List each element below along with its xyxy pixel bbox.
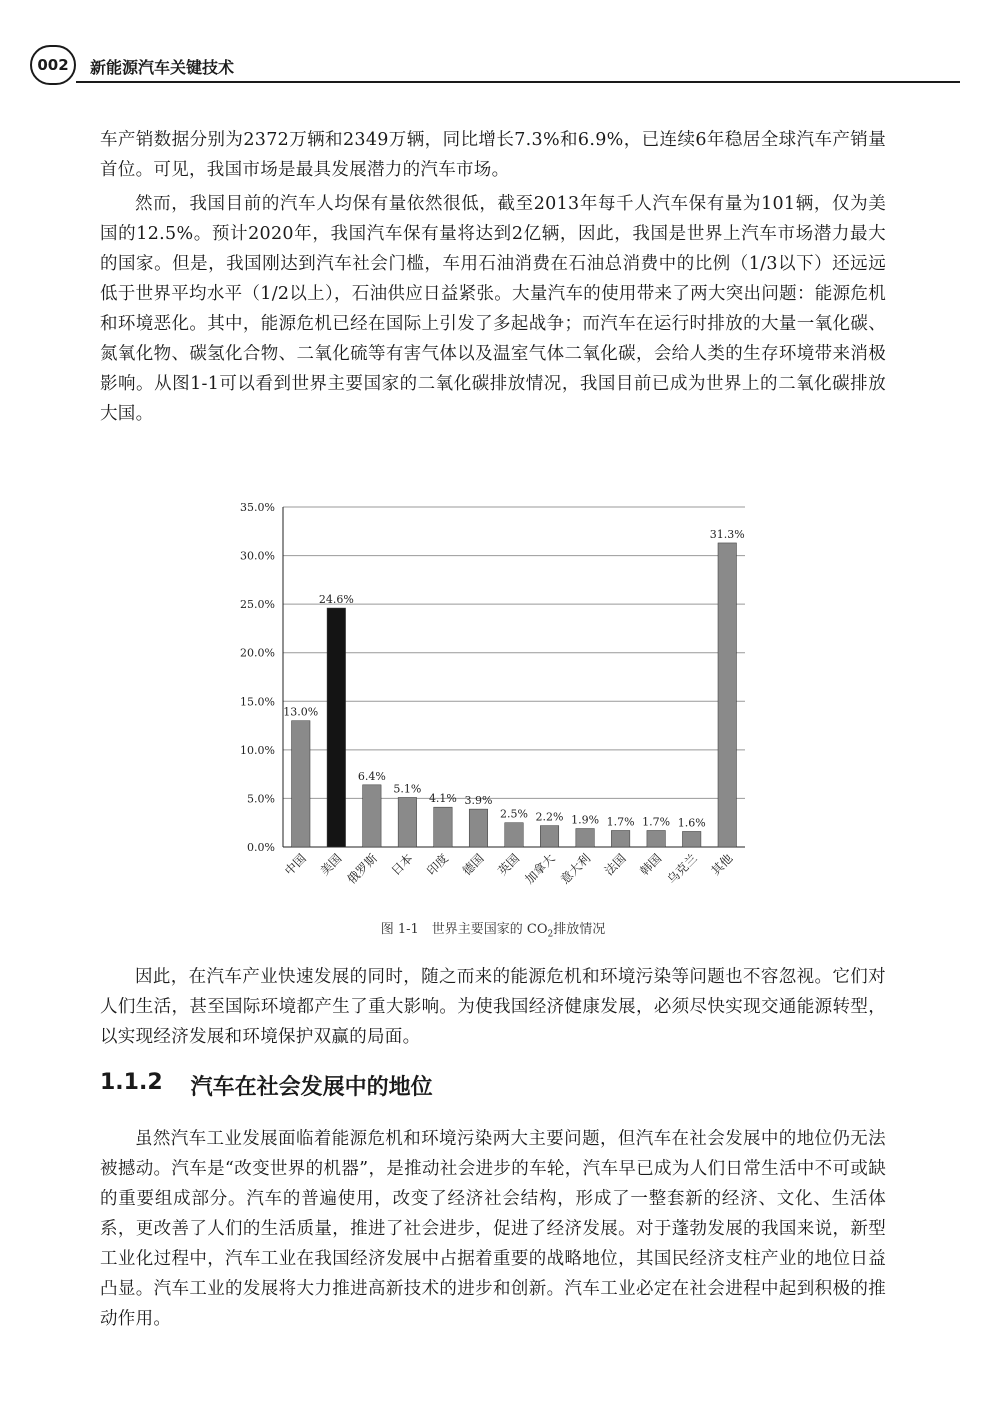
value-label: 3.9% — [464, 794, 493, 808]
y-tick-label: 10.0% — [240, 743, 275, 757]
bar — [398, 797, 416, 847]
value-label: 1.7% — [606, 815, 635, 829]
x-tick-label: 加拿大 — [522, 851, 558, 887]
bar — [505, 823, 523, 847]
section-heading — [100, 1070, 433, 1101]
x-tick-label: 俄罗斯 — [344, 851, 380, 887]
value-label: 13.0% — [283, 705, 319, 719]
y-tick-label: 15.0% — [240, 695, 275, 709]
paragraph-2: 然而，我国目前的汽车人均保有量依然很低，截至2013年每千人汽车保有量为101辆，仅为美国的12.5%。预计2020年，我国汽车保有量将达到2亿辆，因此，我国是世界上汽车市场潜力最大的国家。但是，我国刚达到汽车社会门槛，车用石油消费在石油总消费中的比例（1/3以下）还远远低于世界平均水平（1/2以上），石油供应日益紧张。大量汽车的使用带来了两大突出问题：能源危机和环境恶化。其中，能源危机已经在国际上引发了多起战争；而汽车在运行时排放的大量一氧化碳、氮氧化物、碳氢化合物、二氧化硫等有害气体以及温室气体二氧化碳，会给人类的生存环境带来消极影响。从图1-1可以看到世界主要国家的二氧化碳排放情况，我国目前已成为世界上的二氧化碳排放大国。 — [100, 194, 886, 424]
section-title: 汽车在社会发展中的地位 — [190, 1075, 433, 1100]
value-label: 4.1% — [428, 792, 457, 806]
value-label: 1.7% — [642, 815, 671, 829]
x-tick-label: 韩国 — [637, 851, 665, 879]
bar — [718, 543, 736, 847]
value-label: 31.3% — [709, 527, 745, 541]
x-tick-label: 意大利 — [557, 851, 594, 887]
paragraph-1: 车产销数据分别为2372万辆和2349万辆，同比增长7.3%和6.9%，已连续6年稳居全球汽车产销量首位。可见，我国市场是最具发展潜力的汽车市场。 — [100, 130, 886, 180]
x-tick-label: 美国 — [317, 851, 345, 879]
value-label: 2.5% — [500, 807, 528, 821]
y-tick-label: 5.0% — [247, 792, 275, 806]
paragraph-4: 虽然汽车工业发展面临着能源危机和环境污染两大主要问题，但汽车在社会发展中的地位仍无法被撼动。汽车是“改变世界的机器”，是推动社会进步的车轮，汽车早已成为人们日常生活中不可或缺的重要组成部分。汽车的普遍使用，改变了经济社会结构，形成了一整套新的经济、文化、生活体系，更改善了人们的生活质量，推进了社会进步，促进了经济发展。对于蓬勃发展的我国来说，新型工业化过程中，汽车工业在我国经济发展中占据着重要的战略地位，其国民经济支柱产业的地位日益凸显。汽车工业的发展将大力推进高新技术的进步和创新。汽车工业必定在社会进程中起到积极的推动作用。 — [100, 1129, 886, 1329]
x-tick-label: 德国 — [459, 851, 487, 879]
x-tick-label: 乌克兰 — [664, 851, 700, 887]
section-number: 1.1.2 — [100, 1070, 163, 1095]
value-label: 24.6% — [318, 593, 354, 607]
y-tick-label: 25.0% — [240, 598, 275, 612]
bar — [327, 608, 345, 847]
bar — [434, 807, 452, 847]
bar — [363, 785, 381, 847]
value-label: 2.2% — [535, 810, 564, 824]
x-tick-label: 中国 — [282, 851, 309, 879]
value-label: 1.9% — [571, 813, 600, 827]
caption-sub: 2 — [547, 929, 554, 940]
bar — [611, 830, 629, 847]
bar — [540, 826, 558, 847]
bar — [469, 809, 487, 847]
caption-suffix: 排放情况 — [553, 922, 606, 937]
figure-caption — [100, 918, 886, 940]
bar — [292, 721, 310, 847]
paragraph-3: 因此，在汽车产业快速发展的同时，随之而来的能源危机和环境污染等问题也不容忽视。它们对人们生活，甚至国际环境都产生了重大影响。为使我国经济健康发展，必须尽快实现交通能源转型，以实现经济发展和环境保护双赢的局面。 — [100, 967, 886, 1047]
value-label: 5.1% — [393, 782, 422, 796]
page-number: 002 — [30, 45, 76, 85]
caption-prefix: 图 1-1 世界主要国家的 CO — [380, 922, 548, 937]
value-label: 6.4% — [357, 769, 386, 783]
y-tick-label: 35.0% — [240, 501, 275, 514]
y-tick-label: 0.0% — [247, 841, 275, 854]
y-tick-label: 30.0% — [240, 549, 275, 563]
x-tick-label: 印度 — [424, 851, 452, 879]
header-rule — [76, 81, 960, 83]
x-tick-label: 日本 — [388, 851, 416, 879]
page-header — [30, 45, 960, 89]
x-tick-label: 其他 — [708, 851, 736, 879]
book-title: 新能源汽车关键技术 — [90, 58, 235, 77]
y-tick-label: 20.0% — [240, 646, 275, 660]
bar — [682, 831, 700, 847]
co2-bar-chart — [225, 495, 765, 895]
x-tick-label: 法国 — [601, 851, 629, 879]
bar — [647, 830, 665, 847]
value-label: 1.6% — [677, 816, 706, 830]
bar — [576, 829, 594, 847]
x-tick-label: 英国 — [495, 851, 523, 879]
